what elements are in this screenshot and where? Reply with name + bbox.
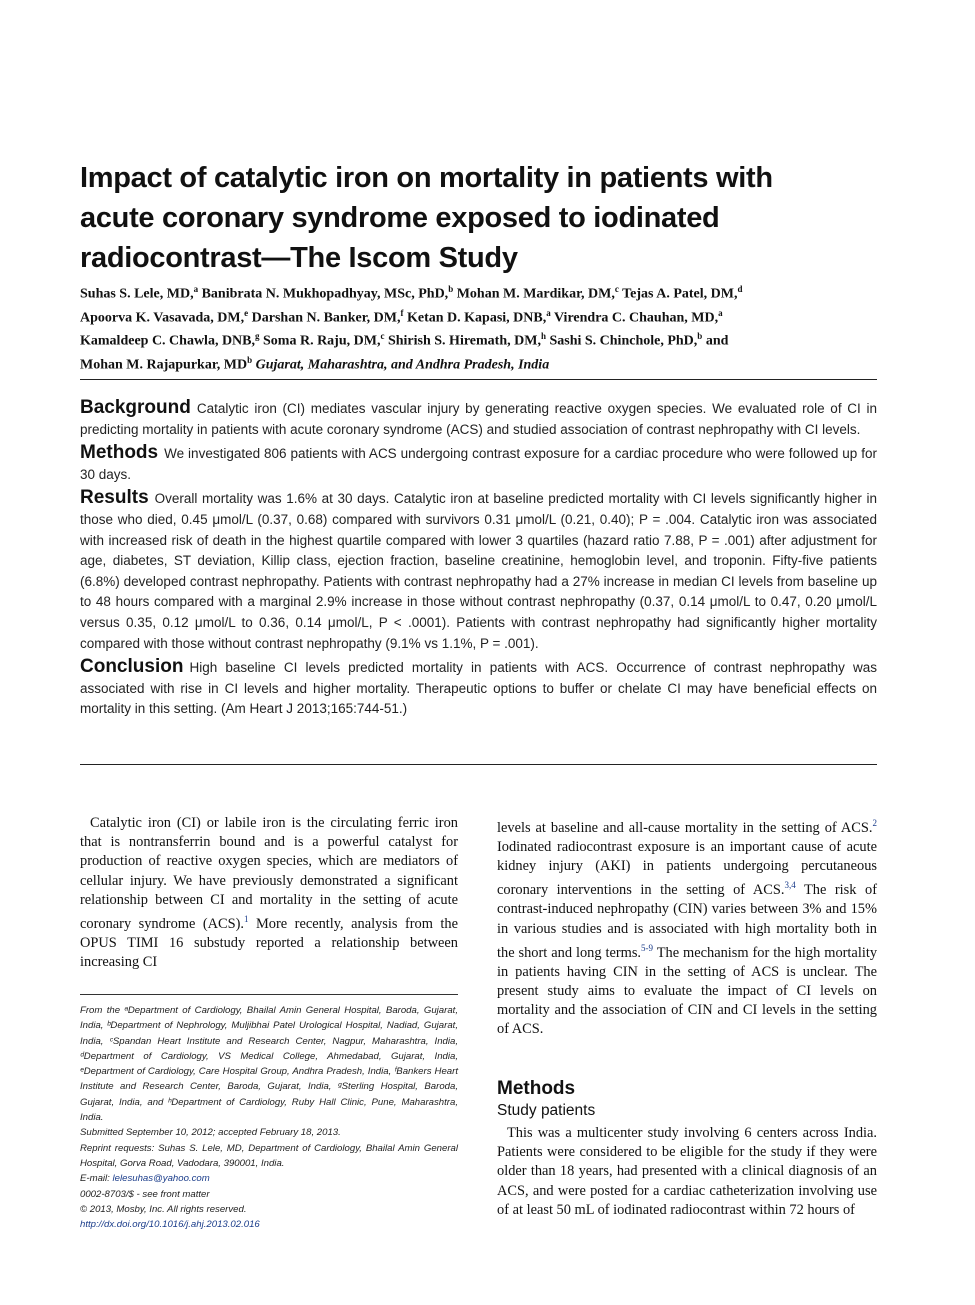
abstract-top-rule	[80, 379, 877, 380]
citation-link[interactable]: 1	[244, 914, 249, 925]
reprint-note: Reprint requests: Suhas S. Lele, MD, Department of Cardiology, Bhailal Amin General Hospital, Gorva Road, Vadodara, 390001, India.	[80, 1142, 458, 1169]
issn-note: 0002-8703/$ - see front matter	[80, 1188, 210, 1200]
email-note	[80, 1171, 458, 1186]
abstract-conclusion	[80, 657, 877, 720]
author: Mohan M. Rajapurkar, MD	[80, 357, 248, 373]
title-line: radiocontrast—The Iscom Study	[80, 242, 518, 274]
body-text: levels at baseline and all-cause mortality in the setting of ACS.	[497, 819, 873, 836]
body-column-right	[497, 814, 877, 1040]
affiliation-mark: c	[614, 284, 619, 294]
abstract-text: Catalytic iron (CI) mediates vascular injury by generating reactive oxygen species. We evaluated role of CI in predicting mortality in patients with acute coronary syndrome (ACS) and studied association of contrast nephropathy with CI levels.	[80, 401, 877, 437]
author: Sashi S. Chinchole, PhD,	[549, 333, 698, 349]
body-text: Catalytic iron (CI) or labile iron is the circulating ferric iron that is nontransferrin bound and is a powerful catalyst for production of reactive oxygen species, which are mediators of cellular injury. We have previously demonstrated a significant relationship between CI and mortality in the setting of acute coronary syndrome (ACS).	[80, 815, 458, 932]
abstract	[80, 398, 877, 723]
study-patients-heading: Study patients	[497, 1102, 596, 1119]
abstract-heading: Background	[80, 397, 191, 418]
footnote-rule	[80, 994, 458, 995]
article-title	[80, 158, 880, 278]
methods-text: This was a multicenter study involving 6 centers across India. Patients were considered to be eligible for the study if they were older than 18 years, had presented with a clinical diagnosis of an ACS, and were posted for a cardiac catheterization involving use of at least 50 mL of iodinated radiocontrast within 72 hours of	[497, 1125, 877, 1218]
abstract-text: Overall mortality was 1.6% at 30 days. Catalytic iron at baseline predicted mortality with CI levels significantly higher in those who died, 0.45 μmol/L (0.37, 0.68) compared with survivors 0.31 μmol/L (0.21, 0.40); P = .004. Catalytic iron was associated with increased risk of death in the highest quartile compared with lower 3 quartiles (hazard ratio 7.88, P = .001) after adjustment for age, diabetes, ST deviation, Killip class, ejection fraction, baseline creatinine, hemoglobin level, and troponin. Fifty-five patients (6.8%) developed contrast nephropathy. Patients with contrast nephropathy had a 27% increase in median CI levels from baseline up to 48 hours compared with a marginal 2.9% increase in those without contrast nephropathy (0.37, 0.14 μmol/L to 0.47, 0.20 μmol/L versus 0.35, 0.12 μmol/L to 0.36, 0.14 μmol/L, P < .0001). Patients with contrast nephropathy had significantly higher mortality compared with those without contrast nephropathy (9.1% vs 1.1%, P = .001).	[80, 491, 877, 651]
citation-link[interactable]: 3,4	[784, 880, 796, 891]
abstract-text: High baseline CI levels predicted mortality in patients with ACS. Occurrence of contrast nephropathy was associated with rise in CI levels and higher mortality. Therapeutic options to buffer or chelate CI may have beneficial effects on mortality in this setting. (Am Heart J 2013;165:744-51.)	[80, 660, 877, 717]
affiliation-mark: e	[244, 307, 249, 318]
abstract-background	[80, 398, 877, 440]
author: Shirish S. Hiremath, DM,	[387, 333, 541, 349]
affiliation-mark: c	[380, 331, 385, 342]
email-link[interactable]: lelesuhas@yahoo.com	[112, 1173, 210, 1185]
intro-paragraph-cont	[497, 814, 877, 1040]
doi-link[interactable]: http://dx.doi.org/10.1016/j.ahj.2013.02.016	[80, 1219, 260, 1231]
affiliation-mark: h	[540, 331, 546, 342]
author: Mohan M. Mardikar, DM,	[456, 286, 615, 302]
author: Virendra C. Chauhan, MD,	[553, 310, 719, 326]
affiliation-mark: a	[193, 284, 199, 294]
abstract-results	[80, 488, 877, 654]
body-text: The risk of contrast-induced nephropathy (CIN) varies between 3% and 15% in various studies and is associated with high mortality both in the short and long terms.	[497, 882, 878, 961]
affiliation-mark: b	[697, 331, 703, 342]
affiliation-mark: b	[247, 354, 253, 365]
author-line	[80, 280, 880, 304]
methods-paragraph	[497, 1124, 877, 1220]
affiliation-mark: f	[400, 307, 404, 318]
citation-link[interactable]: 5-9	[641, 942, 654, 953]
author: Suhas S. Lele, MD,	[80, 286, 194, 302]
footnotes	[80, 1003, 458, 1232]
body-column-left	[80, 814, 458, 972]
author-location: Gujarat, Maharashtra, and Andhra Pradesh, India	[255, 357, 550, 373]
affiliations-note: From the ᵃDepartment of Cardiology, Bhailal Amin General Hospital, Baroda, Gujarat, India, ᵇDepartment of Nephrology, Muljibhai Patel Urological Hospital, Nadiad, Gujarat, India, ᶜSpandan Heart Institute and Research Center, Nagpur, Maharashtra, India, ᵈDepartment of Cardiology, VS Medical College, Ahmedabad, Gujarat, India, ᵉDepartment of Cardiology, Care Hospital Group, Andhra Pradesh, India, ᶠBankers Heart Institute and Research Center, Baroda, Gujarat, India, ᵍSterling Hospital, Baroda, Gujarat, India, and ʰDepartment of Cardiology, Ruby Hall Clinic, Pune, Maharashtra, India.	[80, 1005, 458, 1124]
copyright-note: © 2013, Mosby, Inc. All rights reserved.	[80, 1203, 247, 1215]
author: Ketan D. Kapasi, DNB,	[406, 310, 547, 326]
affiliation-mark: b	[448, 284, 454, 294]
abstract-methods	[80, 443, 877, 485]
abstract-heading: Results	[80, 487, 149, 509]
abstract-bottom-rule	[80, 764, 877, 765]
affiliation-mark: d	[737, 284, 743, 294]
abstract-text: We investigated 806 patients with ACS undergoing contrast exposure for a cardiac procedure who were followed up for 30 days.	[80, 446, 877, 482]
affiliation-mark: a	[718, 307, 723, 318]
affiliation-mark: a	[546, 307, 551, 318]
author: Apoorva K. Vasavada, DM,	[80, 310, 245, 326]
title-line: Impact of catalytic iron on mortality in patients with	[80, 162, 773, 194]
body-text: The mechanism for the high mortality in patients having CIN in the setting of ACS is unclear. The present study aims to evaluate the impact of CI levels on mortality and the association of CIN and CI levels in the setting of ACS.	[497, 944, 878, 1038]
author: Kamaldeep C. Chawla, DNB,	[80, 333, 256, 349]
conjunction: and	[705, 333, 729, 349]
affiliation-mark: g	[255, 331, 260, 342]
author: Banibrata N. Mukhopadhyay, MSc, PhD,	[201, 286, 449, 302]
author: Tejas A. Patel, DM,	[622, 286, 738, 302]
abstract-heading: Conclusion	[80, 656, 184, 678]
methods-heading: Methods	[497, 1078, 576, 1099]
citation-link[interactable]: 2	[872, 818, 877, 828]
author-line	[80, 327, 880, 351]
body-text: More recently, analysis from the OPUS TIMI 16 substudy reported a relationship between increasing CI	[80, 915, 458, 971]
author-list	[80, 280, 880, 375]
title-line: acute coronary syndrome exposed to iodinated	[80, 202, 720, 234]
email-label: E-mail:	[80, 1173, 113, 1185]
submitted-note: Submitted September 10, 2012; accepted February 18, 2013.	[80, 1127, 341, 1139]
abstract-heading: Methods	[80, 442, 159, 464]
author-line	[80, 304, 880, 328]
intro-paragraph	[80, 814, 458, 972]
author: Soma R. Raju, DM,	[263, 333, 381, 349]
author-line	[80, 351, 880, 375]
author: Darshan N. Banker, DM,	[251, 310, 401, 326]
body-text: Iodinated radiocontrast exposure is an important cause of acute kidney injury (AKI) in patients undergoing percutaneous coronary interventions in the setting of ACS.	[497, 839, 877, 899]
